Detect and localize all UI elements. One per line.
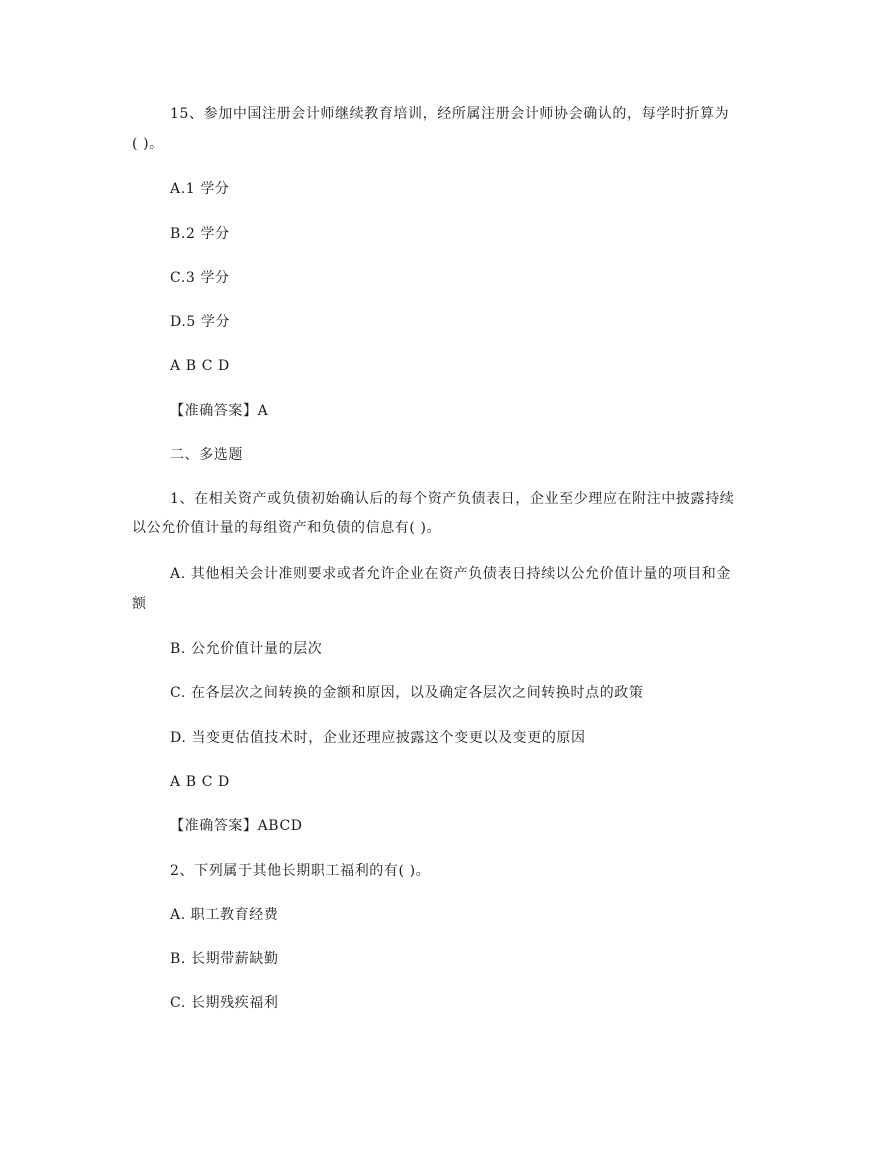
m1-stem-line2: 以公允价值计量的每组资产和负债的信息有( )。 xyxy=(132,520,442,536)
m1-option-a-line2: 额 xyxy=(132,596,147,612)
m1-choice-letters: A B C D xyxy=(170,774,230,790)
m1-option-d: D. 当变更估值技术时，企业还理应披露这个变更以及变更的原因 xyxy=(170,730,586,746)
m1-option-b: B. 公允价值计量的层次 xyxy=(170,641,323,657)
m2-option-a: A. 职工教育经费 xyxy=(170,907,279,923)
q15-option-d: D.5 学分 xyxy=(170,314,231,330)
m1-option-c: C. 在各层次之间转换的金额和原因，以及确定各层次之间转换时点的政策 xyxy=(170,685,644,701)
q15-option-a: A.1 学分 xyxy=(170,181,230,197)
q15-choice-letters: A B C D xyxy=(170,358,230,374)
q15-option-b: B.2 学分 xyxy=(170,226,230,242)
m2-option-b: B. 长期带薪缺勤 xyxy=(170,951,279,967)
q15-answer: 【准确答案】A xyxy=(170,403,269,419)
m2-stem: 2、下列属于其他长期职工福利的有( )。 xyxy=(170,863,431,879)
m1-answer: 【准确答案】ABCD xyxy=(170,818,303,834)
m1-stem-line1: 1、在相关资产或负债初始确认后的每个资产负债表日，企业至少理应在附注中披露持续 xyxy=(170,491,735,507)
q15-option-c: C.3 学分 xyxy=(170,270,230,286)
m2-option-c: C. 长期残疾福利 xyxy=(170,995,279,1011)
q15-stem-line2: ( )。 xyxy=(132,136,164,152)
section-title: 二、多选题 xyxy=(170,447,243,463)
m1-option-a-line1: A. 其他相关会计准则要求或者允许企业在资产负债表日持续以公允价值计量的项目和金 xyxy=(170,566,732,582)
q15-stem-line1: 15、参加中国注册会计师继续教育培训，经所属注册会计师协会确认的，每学时折算为 xyxy=(170,106,730,122)
